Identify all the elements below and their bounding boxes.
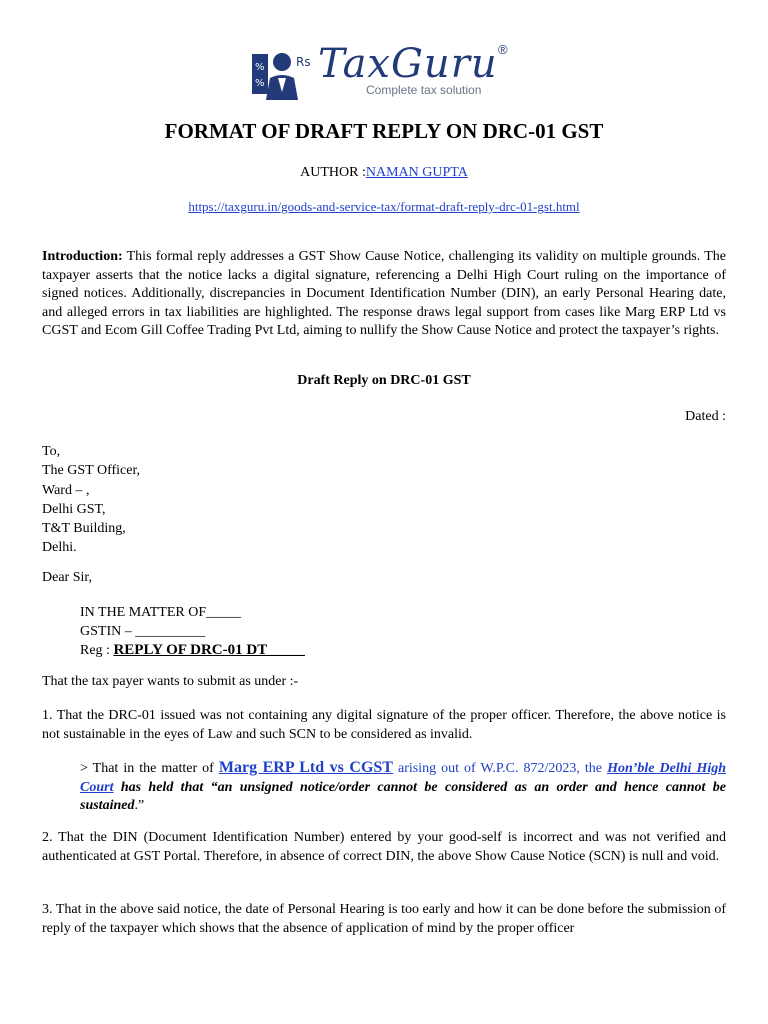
quote-held: has held that: [113, 779, 211, 795]
submission-line: That the tax payer wants to submit as under :-: [42, 674, 299, 689]
document-title: FORMAT OF DRAFT REPLY ON DRC-01 GST: [164, 119, 604, 143]
svg-text:%: %: [255, 78, 265, 89]
taxguru-logo[interactable]: [252, 40, 522, 102]
quote-arising: arising out of W.P.C. 872/2023, the: [392, 761, 608, 776]
address-line: Delhi GST,: [42, 501, 106, 517]
address-line: Ward – ,: [42, 482, 90, 498]
matter-line: IN THE MATTER OF_____: [80, 605, 242, 620]
court-link[interactable]: Hon’ble Delhi High Court: [80, 761, 727, 795]
intro-text: This formal reply addresses a GST Show Cause Notice, challenging its validity on multiple grounds. The taxpayer asserts that the notice lacks a digital signature, referencing a Delhi High Court ruling on the importance of signed notices. Additionally, discrepancies in Document Identification Number (DIN), an early Personal Hearing date, and alleged errors in tax liabilities are highlighted. The response draws legal support from cases like Marg ERP Ltd vs CGST and Ecom Gill Coffee Trading Pvt Ltd, aiming to nullify the Show Cause Notice and protect the taxpayer’s rights.: [42, 249, 726, 339]
salutation: Dear Sir,: [42, 570, 92, 585]
author-line: [0, 165, 768, 181]
logo-registered: ®: [498, 42, 508, 57]
quote-holding: “an unsigned notice/order cannot be considered as an order and hence cannot be sustained: [80, 779, 726, 814]
matter-block: [80, 603, 305, 660]
recipient-address: [42, 442, 726, 558]
logo-wordmark: TaxGuru: [318, 41, 498, 87]
point-3: 3. That in the above said notice, the date of Personal Hearing is too early and how it can be done before the submission of reply of the taxpayer which shows that the absence of application of mind by the proper officer: [42, 902, 726, 936]
point-1: 1. That the DRC-01 issued was not containing any digital signature of the proper officer. Therefore, the above notice is not sustainable in the eyes of Law and such SCN to be considered as invalid.: [42, 708, 726, 742]
author-label: AUTHOR :: [300, 165, 366, 180]
logo-mark-letters: Rs: [296, 55, 311, 69]
address-line: T&T Building,: [42, 521, 126, 537]
introduction-paragraph: [42, 248, 726, 341]
point-2: 2. That the DIN (Document Identification Number) entered by your good-self is incorrect and was not verified and authenticated at GST Portal. Therefore, in absence of correct DIN, the above Show Cause Notice (SCN) is null and void.: [42, 830, 726, 864]
quote-prefix: > That in the matter of: [80, 761, 219, 776]
address-line: Delhi.: [42, 540, 77, 556]
article-url-link[interactable]: https://taxguru.in/goods-and-service-tax/format-draft-reply-drc-01-gst.html: [188, 199, 580, 214]
dated-line: Dated :: [685, 409, 726, 424]
intro-label: Introduction:: [42, 249, 123, 264]
gstin-line: GSTIN – __________: [80, 624, 206, 639]
draft-subheading: Draft Reply on DRC-01 GST: [297, 373, 471, 388]
reg-line: [80, 641, 305, 660]
source-url: [0, 199, 768, 215]
address-line: To,: [42, 444, 61, 459]
quote-end: .”: [134, 798, 145, 814]
reg-label: Reg :: [80, 643, 114, 658]
logo-tagline: Complete tax solution: [366, 83, 482, 97]
svg-text:%: %: [255, 62, 265, 73]
case-link-marg-erp[interactable]: Marg ERP Ltd vs CGST: [218, 759, 393, 776]
author-link[interactable]: NAMAN GUPTA: [365, 165, 468, 180]
taxguru-emblem-icon: [252, 44, 314, 100]
case-quote: [80, 759, 726, 816]
reg-value: REPLY OF DRC-01 DT_____: [113, 642, 305, 658]
address-line: The GST Officer,: [42, 463, 141, 479]
